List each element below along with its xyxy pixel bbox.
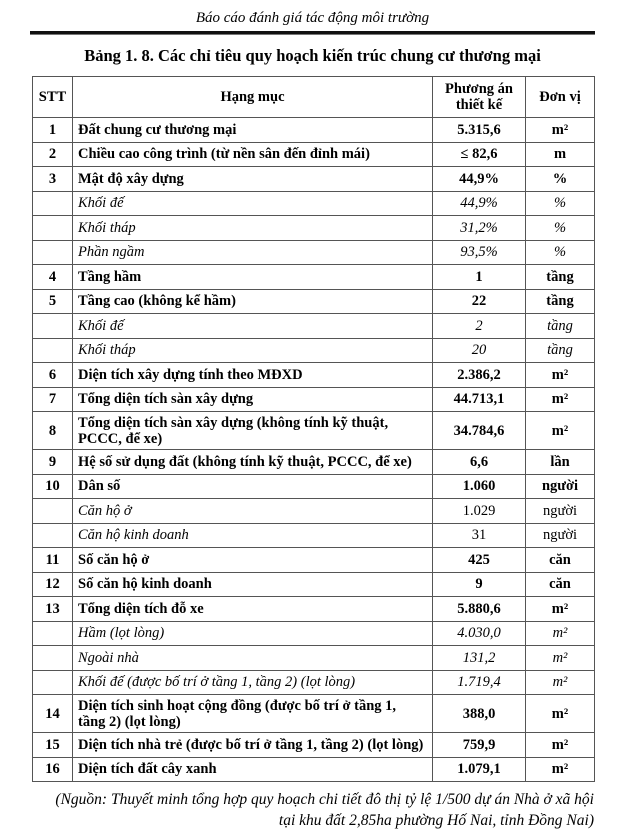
row-value: 1.060 xyxy=(433,474,526,499)
row-value: 34.784,6 xyxy=(433,412,526,450)
row-item: Mật độ xây dựng xyxy=(73,167,433,192)
row-stt xyxy=(33,216,73,241)
table-subrow xyxy=(33,191,595,216)
row-unit: căn xyxy=(526,572,595,597)
row-stt xyxy=(33,240,73,265)
table-subrow xyxy=(33,621,595,646)
row-unit: tầng xyxy=(526,314,595,339)
row-stt: 11 xyxy=(33,548,73,573)
row-value: 6,6 xyxy=(433,450,526,475)
row-stt xyxy=(33,191,73,216)
table-row xyxy=(33,265,595,290)
row-item: Tổng diện tích sàn xây dựng (không tính kỹ thuật, PCCC, để xe) xyxy=(73,412,433,450)
table-subrow xyxy=(33,216,595,241)
table-header-row xyxy=(33,77,595,118)
row-stt: 7 xyxy=(33,387,73,412)
row-stt: 12 xyxy=(33,572,73,597)
row-item: Căn hộ kinh doanh xyxy=(73,523,433,548)
header-stt: STT xyxy=(33,77,73,118)
row-value: 93,5% xyxy=(433,240,526,265)
row-stt xyxy=(33,670,73,695)
row-stt: 6 xyxy=(33,363,73,388)
row-value: 1.719,4 xyxy=(433,670,526,695)
row-stt: 5 xyxy=(33,289,73,314)
table-row xyxy=(33,733,595,758)
row-item: Số căn hộ kinh doanh xyxy=(73,572,433,597)
table-subrow xyxy=(33,240,595,265)
row-item: Khối đế (được bố trí ở tầng 1, tầng 2) (lọt lòng) xyxy=(73,670,433,695)
row-stt: 8 xyxy=(33,412,73,450)
source-note-line-2: tại khu đất 2,85ha phường Hố Nai, tỉnh Đồng Nai) xyxy=(278,812,594,829)
table-row xyxy=(33,363,595,388)
table-row xyxy=(33,167,595,192)
row-value: 5.315,6 xyxy=(433,118,526,143)
row-stt: 2 xyxy=(33,142,73,167)
row-stt: 16 xyxy=(33,757,73,782)
row-stt: 9 xyxy=(33,450,73,475)
row-value: 2 xyxy=(433,314,526,339)
row-stt xyxy=(33,499,73,524)
row-unit: tầng xyxy=(526,289,595,314)
row-value: 31,2% xyxy=(433,216,526,241)
row-item: Khối tháp xyxy=(73,216,433,241)
table-row xyxy=(33,450,595,475)
table-row xyxy=(33,142,595,167)
row-value: 20 xyxy=(433,338,526,363)
row-unit: m² xyxy=(526,670,595,695)
table-row xyxy=(33,474,595,499)
row-item: Tổng diện tích đỗ xe xyxy=(73,597,433,622)
row-value: ≤ 82,6 xyxy=(433,142,526,167)
header-unit: Đơn vị xyxy=(526,77,595,118)
row-item: Tầng cao (không kể hầm) xyxy=(73,289,433,314)
table-subrow xyxy=(33,314,595,339)
row-stt: 10 xyxy=(33,474,73,499)
row-item: Đất chung cư thương mại xyxy=(73,118,433,143)
table-subrow xyxy=(33,646,595,671)
row-unit: m² xyxy=(526,695,595,733)
row-item: Khối đế xyxy=(73,191,433,216)
row-unit: lần xyxy=(526,450,595,475)
row-unit: % xyxy=(526,191,595,216)
table-row xyxy=(33,757,595,782)
row-stt: 14 xyxy=(33,695,73,733)
row-value: 2.386,2 xyxy=(433,363,526,388)
row-value: 1 xyxy=(433,265,526,290)
planning-indicators-table xyxy=(32,76,595,782)
row-value: 4.030,0 xyxy=(433,621,526,646)
row-unit: người xyxy=(526,523,595,548)
row-item: Diện tích xây dựng tính theo MĐXD xyxy=(73,363,433,388)
table-subrow xyxy=(33,338,595,363)
row-stt xyxy=(33,314,73,339)
row-unit: m² xyxy=(526,597,595,622)
row-stt: 15 xyxy=(33,733,73,758)
header-value: Phương án thiết kế xyxy=(433,77,526,118)
row-unit: người xyxy=(526,474,595,499)
row-stt xyxy=(33,523,73,548)
row-item: Phần ngầm xyxy=(73,240,433,265)
row-item: Khối đế xyxy=(73,314,433,339)
row-stt: 4 xyxy=(33,265,73,290)
table-row xyxy=(33,597,595,622)
row-value: 1.029 xyxy=(433,499,526,524)
table-title: Bảng 1. 8. Các chỉ tiêu quy hoạch kiến trúc chung cư thương mại xyxy=(84,46,541,65)
row-item: Hệ số sử dụng đất (không tính kỹ thuật, PCCC, để xe) xyxy=(73,450,433,475)
row-value: 9 xyxy=(433,572,526,597)
row-stt: 13 xyxy=(33,597,73,622)
row-unit: m² xyxy=(526,412,595,450)
row-stt: 1 xyxy=(33,118,73,143)
table-row xyxy=(33,118,595,143)
row-item: Khối tháp xyxy=(73,338,433,363)
row-item: Diện tích sinh hoạt cộng đồng (được bố trí ở tầng 1, tầng 2) (lọt lòng) xyxy=(73,695,433,733)
row-unit: người xyxy=(526,499,595,524)
table-subrow xyxy=(33,670,595,695)
row-unit: tầng xyxy=(526,338,595,363)
row-unit: % xyxy=(526,167,595,192)
row-item: Tổng diện tích sàn xây dựng xyxy=(73,387,433,412)
row-unit: m² xyxy=(526,733,595,758)
row-item: Diện tích đất cây xanh xyxy=(73,757,433,782)
table-row xyxy=(33,695,595,733)
source-note xyxy=(24,789,594,831)
row-item: Diện tích nhà trẻ (được bố trí ở tầng 1, tầng 2) (lọt lòng) xyxy=(73,733,433,758)
row-stt xyxy=(33,621,73,646)
table-row xyxy=(33,289,595,314)
row-unit: m² xyxy=(526,387,595,412)
row-unit: m² xyxy=(526,646,595,671)
row-unit: m xyxy=(526,142,595,167)
row-item: Số căn hộ ở xyxy=(73,548,433,573)
row-value: 44,9% xyxy=(433,167,526,192)
table-subrow xyxy=(33,499,595,524)
table-row xyxy=(33,387,595,412)
row-unit: m² xyxy=(526,363,595,388)
table-row xyxy=(33,548,595,573)
row-stt xyxy=(33,338,73,363)
row-value: 5.880,6 xyxy=(433,597,526,622)
row-value: 44.713,1 xyxy=(433,387,526,412)
row-item: Tầng hầm xyxy=(73,265,433,290)
row-value: 1.079,1 xyxy=(433,757,526,782)
row-unit: m² xyxy=(526,621,595,646)
row-value: 425 xyxy=(433,548,526,573)
row-item: Ngoài nhà xyxy=(73,646,433,671)
table-body xyxy=(33,118,595,782)
row-value: 388,0 xyxy=(433,695,526,733)
row-item: Căn hộ ở xyxy=(73,499,433,524)
row-unit: căn xyxy=(526,548,595,573)
row-value: 22 xyxy=(433,289,526,314)
row-value: 31 xyxy=(433,523,526,548)
row-unit: % xyxy=(526,240,595,265)
row-unit: tầng xyxy=(526,265,595,290)
header-rule-divider xyxy=(30,31,595,35)
running-header: Báo cáo đánh giá tác động môi trường xyxy=(195,10,430,26)
row-value: 759,9 xyxy=(433,733,526,758)
row-unit: % xyxy=(526,216,595,241)
row-item: Hầm (lọt lòng) xyxy=(73,621,433,646)
row-item: Dân số xyxy=(73,474,433,499)
row-item: Chiều cao công trình (từ nền sân đến đỉnh mái) xyxy=(73,142,433,167)
row-value: 131,2 xyxy=(433,646,526,671)
header-item: Hạng mục xyxy=(73,77,433,118)
table-row xyxy=(33,412,595,450)
row-unit: m² xyxy=(526,118,595,143)
row-stt: 3 xyxy=(33,167,73,192)
row-value: 44,9% xyxy=(433,191,526,216)
table-row xyxy=(33,572,595,597)
table-subrow xyxy=(33,523,595,548)
row-stt xyxy=(33,646,73,671)
source-note-line-1: (Nguồn: Thuyết minh tổng hợp quy hoạch chi tiết đô thị tỷ lệ 1/500 dự án Nhà ở xã hội xyxy=(55,791,594,808)
row-unit: m² xyxy=(526,757,595,782)
